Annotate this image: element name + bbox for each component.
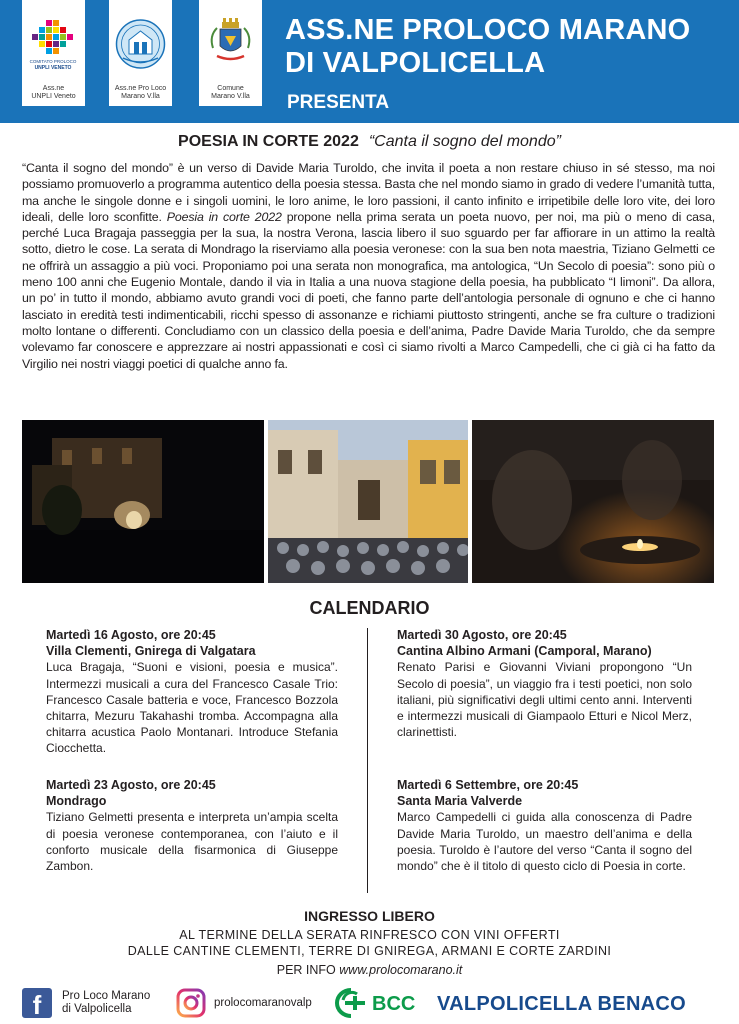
- event-description: Renato Parisi e Giovanni Viviani propongono “Un Secolo di poesia”, un viaggio fra i testi poetici, non solo italiani, più significativi degli ultimi cento anni. Interventi e intermezzi musicali di Giampaolo Etturi e Nicol Merz, clarinettisti.: [397, 660, 692, 740]
- logo-caption-3b: Marano V.lla: [211, 93, 250, 100]
- bank-name: VALPOLICELLA BENACO: [437, 993, 687, 1015]
- header-title: [285, 14, 690, 80]
- event-date: Martedì 30 Agosto, ore 20:45: [397, 628, 567, 642]
- facebook-line-2: di Valpolicella: [62, 1003, 132, 1015]
- header-title-line2: DI VALPOLICELLA: [285, 47, 546, 79]
- facebook-icon[interactable]: f: [22, 988, 52, 1018]
- ingresso-line-2: DALLE CANTINE CLEMENTI, TERRE DI GNIREGA, ARMANI E CORTE ZARDINI: [127, 944, 612, 958]
- header-title-line1: ASS.NE PROLOCO MARANO: [285, 14, 691, 46]
- event-date: Martedì 23 Agosto, ore 20:45: [46, 778, 216, 792]
- logo-caption-1b: UNPLI Veneto: [31, 93, 76, 100]
- section-subtitle: “Canta il sogno del mondo”: [368, 133, 561, 150]
- event-card-2: [46, 777, 338, 874]
- section-title: POESIA IN CORTE 2022: [178, 133, 359, 150]
- footer: [0, 986, 739, 1024]
- header-presenta: PRESENTA: [287, 92, 390, 113]
- photo-courtyard-audience: [268, 420, 468, 583]
- ingresso-line-1: AL TERMINE DELLA SERATA RINFRESCO CON VINI OFFERTI: [179, 928, 560, 942]
- intro-paragraph: [22, 160, 715, 372]
- unpli-logo-icon: [28, 14, 79, 74]
- intro-italic: Poesia in corte 2022: [166, 209, 282, 224]
- unpli-logo-text-2: UNPLI VENETO: [34, 65, 72, 71]
- logo-comune-marano: [199, 0, 262, 106]
- ingresso-title: INGRESSO LIBERO: [304, 908, 435, 924]
- event-location: Santa Maria Valverde: [397, 794, 523, 809]
- unpli-logo-text-1: COMITATO PROLOCO: [29, 59, 77, 64]
- event-description: Tiziano Gelmetti presenta e interpreta un’ampia scelta di poesia veronese contemporanea, con l’aiuto e il conforto musicale della fisarmonica di Giuseppe Zambon.: [46, 810, 338, 874]
- info-label: PER INFO: [276, 963, 336, 977]
- instagram-icon[interactable]: [176, 988, 206, 1018]
- event-card-1: [46, 627, 338, 757]
- bank-abbrev: BCC: [372, 993, 416, 1015]
- facebook-line-1: Pro Loco Marano: [62, 990, 151, 1002]
- instagram-handle[interactable]: prolocomaranovalp: [214, 997, 312, 1009]
- section-heading: [0, 133, 739, 151]
- logo-caption-2b: Marano V.lla: [121, 93, 160, 100]
- header-banner: [0, 0, 739, 123]
- event-card-3: [397, 627, 692, 740]
- event-description: Luca Bragaja, “Suoni e visioni, poesia e musica”. Intermezzi musicali a cura del Francesco Casale Trio: Francesco Casale batteria e voce, Francesco Bozzola chitarra, Mezuru Takahashi tromba. Accompagna alla chitarra acustica Paolo Montanari. Introduce Stefania Ciocchetta.: [46, 660, 338, 756]
- event-description: Marco Campedelli ci guida alla conoscenza di Padre Davide Maria Turoldo, un maestro dell’anima e della poesia. Turoldo è l’autore del verso “Canta il sogno del mondo” che è il titolo di questo ciclo di Poesia in corte.: [397, 810, 692, 874]
- info-line: [0, 963, 739, 977]
- event-location: Villa Clementi, Gnirega di Valgatara: [46, 644, 256, 659]
- event-location: Cantina Albino Armani (Camporal, Marano): [397, 644, 652, 659]
- photo-villa-night: [22, 420, 264, 583]
- calendar-divider: [367, 628, 368, 893]
- logo-caption-1a: Ass.ne: [42, 85, 65, 92]
- intro-part2: propone nella prima serata un poeta nuovo, per noi, ma più o meno di casa, perché Luca Bragaja passeggia per la sua, la nostra Verona, lascia libero il suo sguardo per far affiorare in un attimo la realtà sotto, dietro le cose. La serata di Mondrago la riserviamo alla poesia veronese: con la sua ben nota maestria, Tiziano Gelmetti ce ne offrirà un assaggio a più voci. Proponiamo poi una serata non monografica, ma antologica, “Un Secolo di poesia”: sono più o meno 100 anni che Eugenio Montale, dando il via in Italia a una nuova stagione della poesia, ha pubblicato “I limoni”. Da allora, un po’ in tutto il mondo, abbiamo avuto grandi voci di poeti, che fanno parte dell’antologia personale di ognuno e che ci hanno lasciato in eredità testi indimenticabili, ricchi spesso di assonanze e richiami piuttosto stringenti, anche se fra culture o tradizioni molto lontane o differenti. Concludiamo con un classico della poesia e dell’anima, Padre Davide Maria Turoldo, che da sempre volevamo far conoscere e apprezzare ai nostri appassionati e così ci siamo rivolti a Marco Campedelli, che ci già ci ha fatto da Virgilio nei nostri viaggi poetici di qualche anno fa.: [22, 209, 715, 371]
- event-location: Mondrago: [46, 794, 107, 809]
- logo-caption-3a: Comune: [217, 85, 244, 92]
- event-card-4: [397, 777, 692, 874]
- event-date: Martedì 16 Agosto, ore 20:45: [46, 628, 216, 642]
- logo-unpli-veneto: [22, 0, 85, 106]
- logo-proloco-marano: [109, 0, 172, 106]
- proloco-logo-icon: [115, 14, 166, 74]
- photo-candle-night: [472, 420, 714, 583]
- bcc-logo-icon: [335, 988, 367, 1018]
- intro-part1: “Canta il sogno del mondo” è un verso di Davide Maria Turoldo, che invita il poeta a non restare chiuso in sé stesso, ma noi possiamo promuoverlo a programma autentico della poesia stessa. Basta che nel mondo siamo in grado di vedere l’umanità tutta, ma anche le singole donne e i singoli uomini, le loro anime, le loro passioni, il canto infinito e irripetibile delle loro vite, dei loro ideali, delle loro sconfitte.: [22, 161, 715, 224]
- logo-caption-2a: Ass.ne Pro Loco: [114, 85, 167, 92]
- comune-crest-icon: [205, 14, 256, 74]
- calendar-title: CALENDARIO: [309, 598, 430, 618]
- event-date: Martedì 6 Settembre, ore 20:45: [397, 778, 579, 792]
- info-url[interactable]: www.prolocomarano.it: [339, 963, 463, 977]
- facebook-label[interactable]: [62, 990, 150, 1016]
